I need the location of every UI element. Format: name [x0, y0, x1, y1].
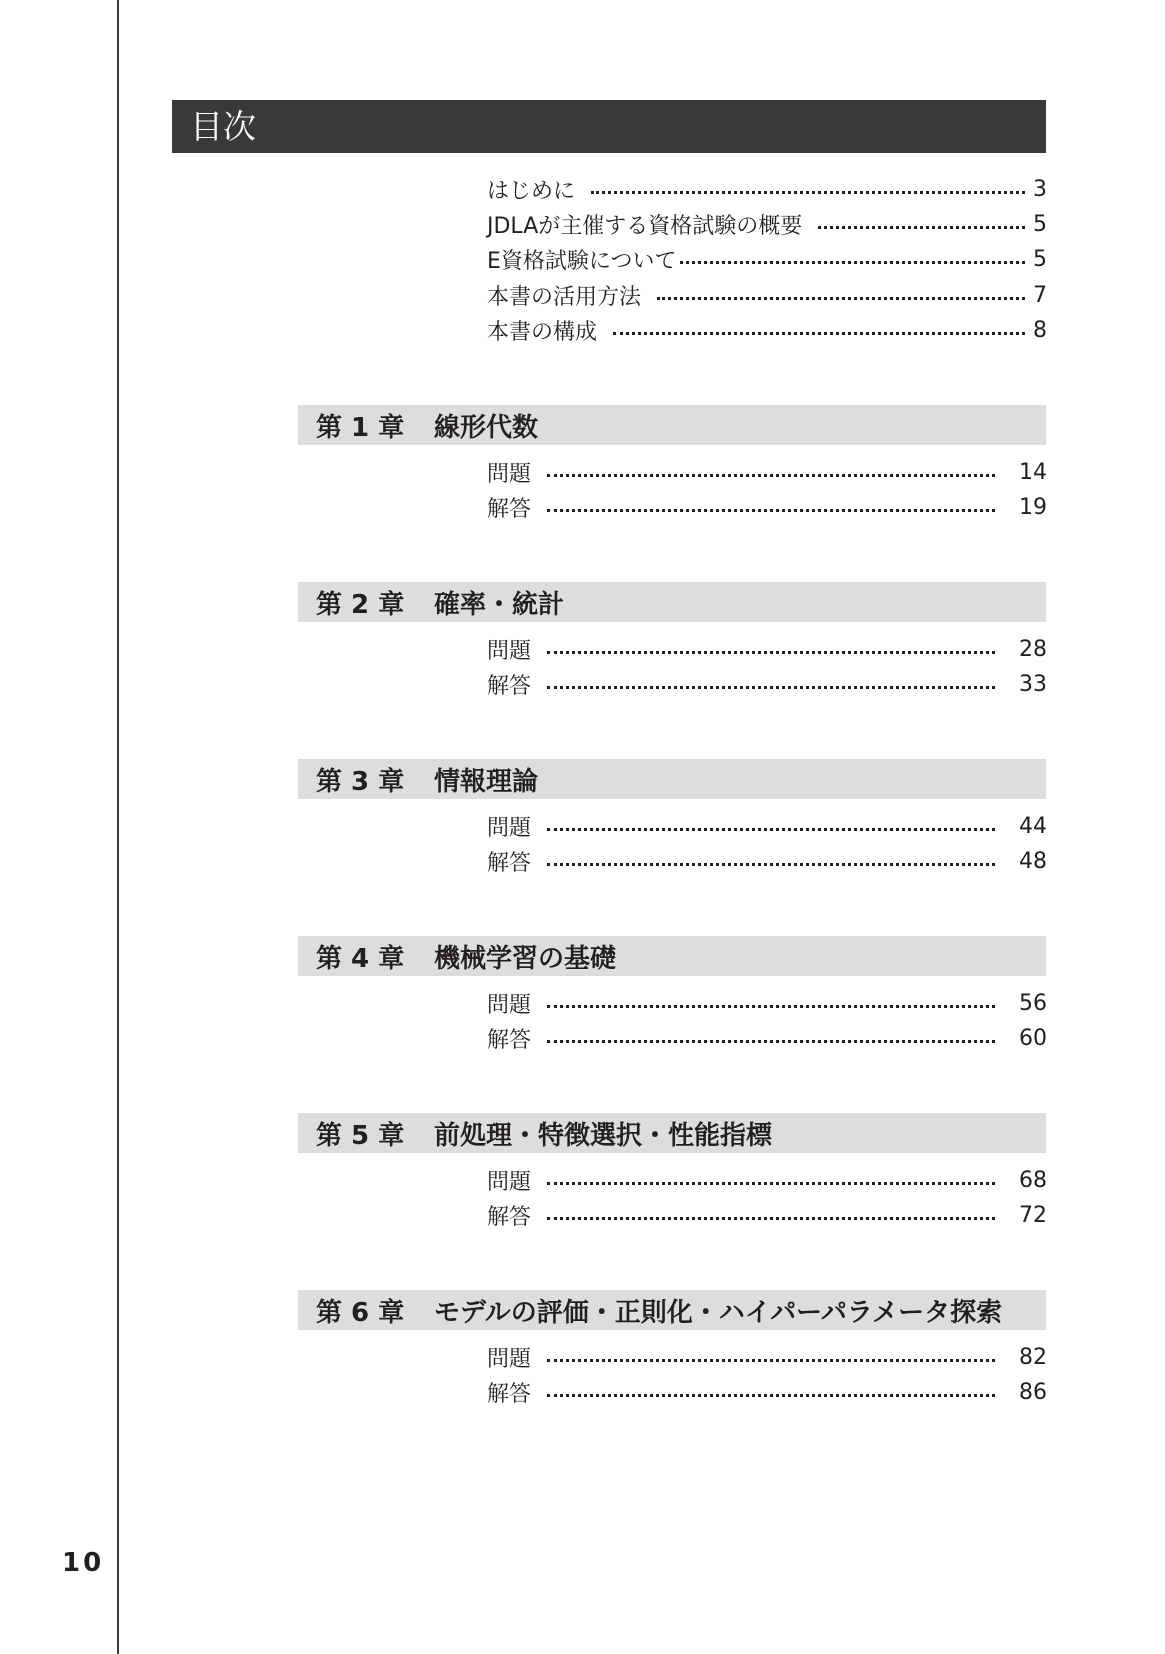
toc-entry-e-exam[interactable]: [487, 244, 1047, 274]
toc-entry-intro[interactable]: [487, 174, 1047, 204]
chapter-heading-1[interactable]: [298, 405, 1046, 445]
dot-leader: [547, 509, 995, 512]
chapter-number: 第 6 章: [316, 1297, 405, 1328]
entry-label: はじめに: [487, 178, 576, 204]
chapter-title: 前処理・特徴選択・性能指標: [434, 1120, 773, 1151]
entry-label: 問題: [487, 1346, 532, 1372]
chapter-heading-3[interactable]: [298, 759, 1046, 799]
toc-entry-answers[interactable]: [487, 669, 1047, 699]
dot-leader: [591, 191, 1025, 194]
entry-page: 5: [1033, 211, 1047, 237]
entry-label: 問題: [487, 1169, 532, 1195]
entry-page: 7: [1033, 282, 1047, 308]
entry-page: 82: [1019, 1344, 1047, 1370]
toc-title: 目次: [172, 100, 1046, 153]
entry-page: 48: [1019, 848, 1047, 874]
toc-entry-questions[interactable]: [487, 457, 1047, 487]
entry-page: 28: [1019, 636, 1047, 662]
entry-label: 解答: [487, 1027, 532, 1053]
toc-entry-structure[interactable]: [487, 315, 1047, 345]
entry-label: 本書の構成: [487, 319, 598, 345]
chapter-heading-5[interactable]: [298, 1113, 1046, 1153]
entry-page: 5: [1033, 246, 1047, 272]
toc-entry-usage[interactable]: [487, 280, 1047, 310]
dot-leader: [547, 686, 995, 689]
toc-entry-questions[interactable]: [487, 811, 1047, 841]
dot-leader: [547, 1040, 995, 1043]
chapter-title: モデルの評価・正則化・ハイパーパラメータ探索: [434, 1297, 1003, 1328]
chapter-title: 確率・統計: [434, 589, 565, 620]
dot-leader: [547, 651, 995, 654]
entry-label: 解答: [487, 850, 532, 876]
dot-leader: [547, 828, 995, 831]
entry-page: 3: [1033, 176, 1047, 202]
entry-label: 問題: [487, 638, 532, 664]
entry-label: E資格試験について: [487, 248, 677, 274]
dot-leader: [547, 1182, 995, 1185]
dot-leader: [547, 474, 995, 477]
chapter-number: 第 5 章: [316, 1120, 405, 1151]
entry-page: 33: [1019, 671, 1047, 697]
toc-entry-answers[interactable]: [487, 1200, 1047, 1230]
chapter-title: 線形代数: [434, 412, 539, 443]
dot-leader: [680, 261, 1025, 264]
entry-page: 60: [1019, 1025, 1047, 1051]
toc-entry-questions[interactable]: [487, 1342, 1047, 1372]
entry-page: 72: [1019, 1202, 1047, 1228]
page-number: 10: [62, 1548, 105, 1578]
toc-entry-answers[interactable]: [487, 1023, 1047, 1053]
entry-page: 86: [1019, 1379, 1047, 1405]
chapter-title: 情報理論: [434, 766, 539, 797]
dot-leader: [818, 226, 1025, 229]
entry-label: 問題: [487, 461, 532, 487]
toc-entry-answers[interactable]: [487, 846, 1047, 876]
chapter-number: 第 4 章: [316, 943, 405, 974]
dot-leader: [547, 1217, 995, 1220]
dot-leader: [547, 1394, 995, 1397]
margin-rule: [117, 0, 119, 1654]
chapter-heading-2[interactable]: [298, 582, 1046, 622]
entry-label: 解答: [487, 1381, 532, 1407]
toc-entry-answers[interactable]: [487, 1377, 1047, 1407]
dot-leader: [547, 1005, 995, 1008]
chapter-heading-6[interactable]: [298, 1290, 1046, 1330]
entry-page: 44: [1019, 813, 1047, 839]
entry-label: 解答: [487, 496, 532, 522]
entry-page: 14: [1019, 459, 1047, 485]
entry-label: 解答: [487, 673, 532, 699]
dot-leader: [657, 297, 1025, 300]
dot-leader: [547, 863, 995, 866]
entry-page: 8: [1033, 317, 1047, 343]
toc-entry-questions[interactable]: [487, 634, 1047, 664]
entry-label: 問題: [487, 992, 532, 1018]
entry-label: 解答: [487, 1204, 532, 1230]
toc-entry-questions[interactable]: [487, 988, 1047, 1018]
entry-page: 19: [1019, 494, 1047, 520]
chapter-title: 機械学習の基礎: [434, 943, 617, 974]
chapter-number: 第 1 章: [316, 412, 405, 443]
entry-label: 本書の活用方法: [487, 284, 642, 310]
chapter-number: 第 3 章: [316, 766, 405, 797]
entry-label: JDLAが主催する資格試験の概要: [487, 213, 803, 239]
dot-leader: [613, 332, 1025, 335]
entry-page: 68: [1019, 1167, 1047, 1193]
toc-entry-answers[interactable]: [487, 492, 1047, 522]
chapter-number: 第 2 章: [316, 589, 405, 620]
chapter-heading-4[interactable]: [298, 936, 1046, 976]
toc-entry-jdla-overview[interactable]: [487, 209, 1047, 239]
entry-label: 問題: [487, 815, 532, 841]
toc-entry-questions[interactable]: [487, 1165, 1047, 1195]
entry-page: 56: [1019, 990, 1047, 1016]
dot-leader: [547, 1359, 995, 1362]
